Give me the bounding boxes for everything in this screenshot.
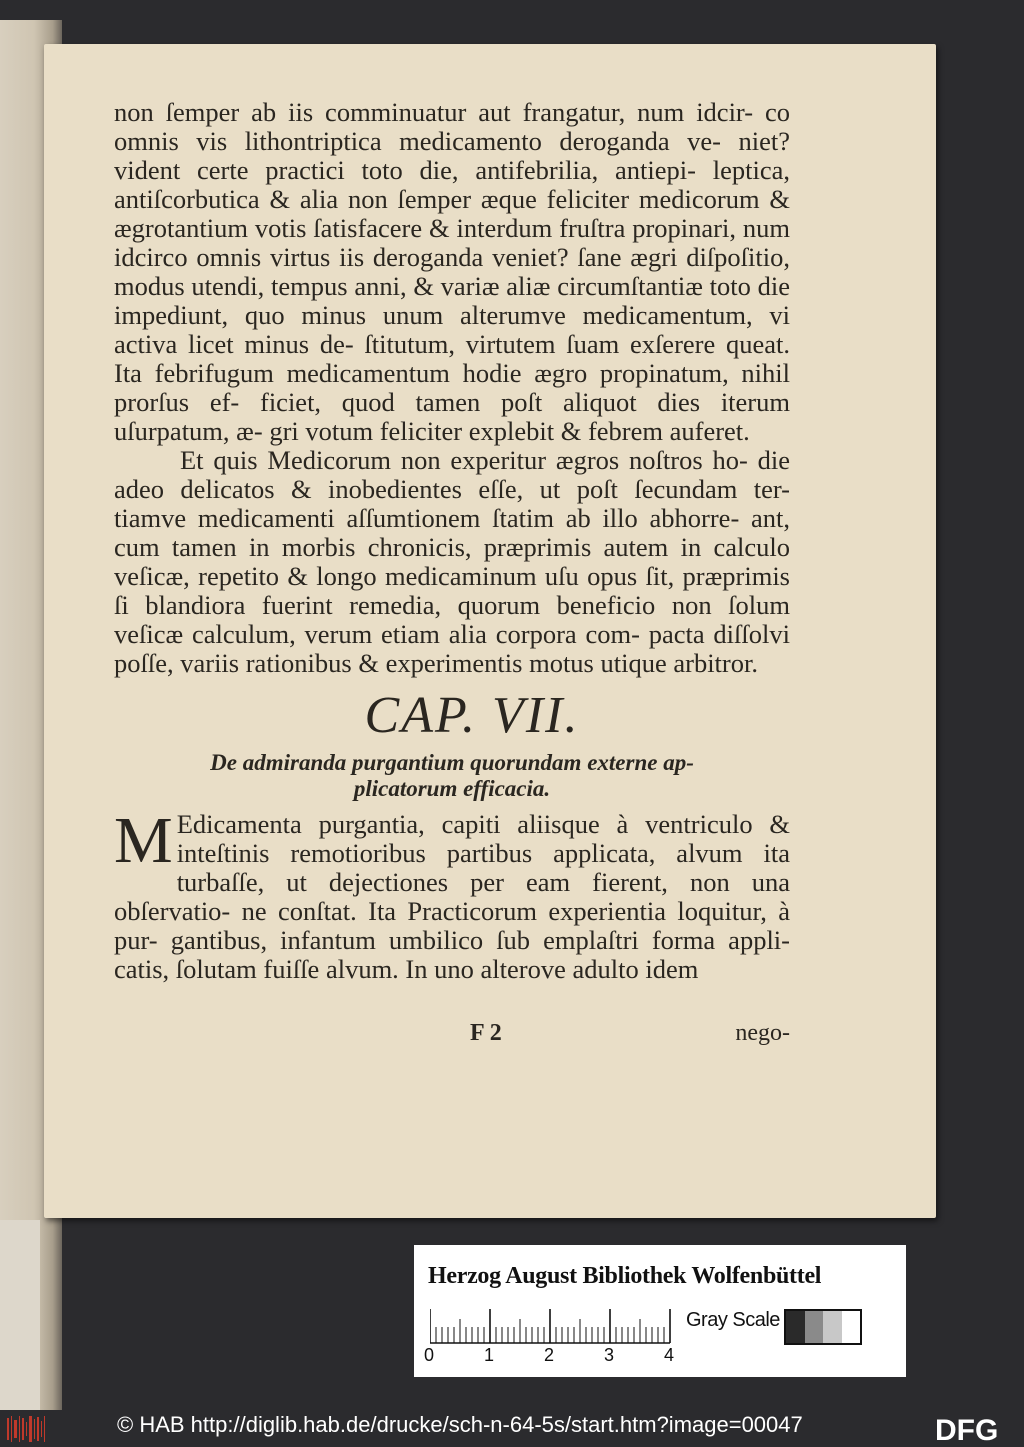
chapter-subtitle-line-1: De admiranda purgantium quorundam externe ap-: [210, 750, 694, 775]
text-line: ne conſtat. Ita Practicorum experientia loquitur, à pur-: [114, 896, 790, 955]
ruler-numbers: [424, 1345, 694, 1369]
text-line: Edicamenta purgantia, capiti aliisque à ventriculo &: [176, 809, 790, 839]
text-line: turbaſſe, ut dejectiones per eam fierent, non una obſervatio-: [114, 867, 790, 926]
text-line: præprimis ſi blandiora fuerint remedia, quorum beneficio: [114, 561, 790, 620]
text-line: tiamve medicamenti aſſumtionem ſtatim ab illo abhorre-: [114, 503, 751, 533]
ruler-icon: [430, 1305, 686, 1345]
text-line: ſtitutum, virtutem ſuam exſerere queat. Ita febrifugum: [114, 329, 790, 388]
text-line: calculo veſicæ, repetito & longo medicaminum uſu opus ſit,: [114, 532, 790, 591]
institution-name: Herzog August Bibliothek Wolfenbüttel: [428, 1263, 822, 1289]
ruler-number: 4: [664, 1345, 675, 1365]
text-line: unum alterumve medicamentum, vi activa licet minus de-: [114, 300, 790, 359]
text-line: utique arbitror.: [600, 648, 758, 678]
text-line: Et quis Medicorum non experitur ægros noſtros ho-: [180, 445, 758, 475]
chapter-heading: CAP. VII.: [364, 687, 580, 744]
text-line: inteſtinis remotioribus partibus applicata, alvum ita: [176, 838, 790, 868]
chapter-subtitle: [114, 750, 790, 802]
gray-scale-swatches: [784, 1309, 862, 1345]
paragraph-3: [114, 804, 790, 984]
paragraph-1: [114, 98, 790, 446]
text-line: co omnis vis lithontriptica medicamento deroganda ve-: [114, 97, 790, 156]
signature-mark: F 2: [470, 1020, 502, 1046]
drop-cap: M: [114, 804, 173, 877]
library-label-card: [414, 1245, 906, 1377]
text-line: fruſtra propinari, num idcirco omnis virtus iis deroganda: [114, 213, 790, 272]
text-line: ficiet, quod tamen poſt aliquot dies iterum uſurpatum, æ-: [114, 387, 790, 446]
ruler-number: 1: [484, 1345, 495, 1365]
copyright-url: © HAB http://diglib.hab.de/drucke/sch-n-64-5s/start.htm?image=00047: [117, 1412, 803, 1437]
ruler-number: 2: [544, 1345, 555, 1365]
page-footer-marks: [470, 1020, 790, 1052]
page-text: [114, 98, 790, 984]
gray-swatch: [805, 1311, 824, 1343]
text-line: niet? vident certe practici toto die, antifebrilia, antiepi-: [114, 126, 790, 185]
gray-swatch: [842, 1311, 861, 1343]
text-line: medicamentum hodie ægro propinatum, nihil prorſus ef-: [114, 358, 790, 417]
ruler-number: 3: [604, 1345, 615, 1365]
text-line: gantibus, infantum umbilico ſub emplaſtri forma appli-: [170, 925, 790, 955]
text-line: veniet? ſane ægri diſpoſitio, modus utendi, tempus anni,: [114, 242, 791, 301]
dfg-logo-text: DFG: [935, 1414, 999, 1444]
text-line: non ſolum veſicæ calculum, verum etiam alia corpora com-: [114, 590, 791, 649]
barcode-icon: [6, 1414, 46, 1444]
gray-scale-label: Gray Scale: [686, 1309, 780, 1331]
text-line: ant, cum tamen in morbis chronicis, præprimis autem in: [114, 503, 790, 562]
text-line: gri votum feliciter explebit & febrem auferet.: [269, 416, 750, 446]
ruler-number: 0: [424, 1345, 435, 1365]
dfg-logo: [935, 1414, 1017, 1444]
text-line: medicorum & ægrotantium votis ſatisfacere & interdum: [114, 184, 790, 243]
adjacent-page-lower-edge: [0, 1220, 40, 1410]
text-line: pacta diſſolvi poſſe, variis rationibus & experimentis motus: [114, 619, 790, 678]
gray-swatch: [823, 1311, 842, 1343]
text-line: catis, ſolutam fuiſſe alvum. In uno alterove adulto idem: [114, 954, 699, 984]
catchword: nego-: [735, 1020, 790, 1046]
gray-swatch: [786, 1311, 805, 1343]
text-line: leptica, antiſcorbutica & alia non ſemper æque feliciter: [114, 155, 790, 214]
text-line: & variæ aliæ circumſtantiæ toto die impediunt, quo minus: [114, 271, 790, 330]
chapter-subtitle-line-2: plicatorum efficacia.: [353, 776, 551, 801]
text-line: non ſemper ab iis comminuatur aut frangatur, num idcir-: [114, 97, 765, 127]
footer-bar: [0, 1410, 1024, 1447]
text-line: die adeo delicatos & inobedientes eſſe, ut poſt ſecundam ter-: [114, 445, 790, 504]
paragraph-2: [114, 446, 790, 678]
